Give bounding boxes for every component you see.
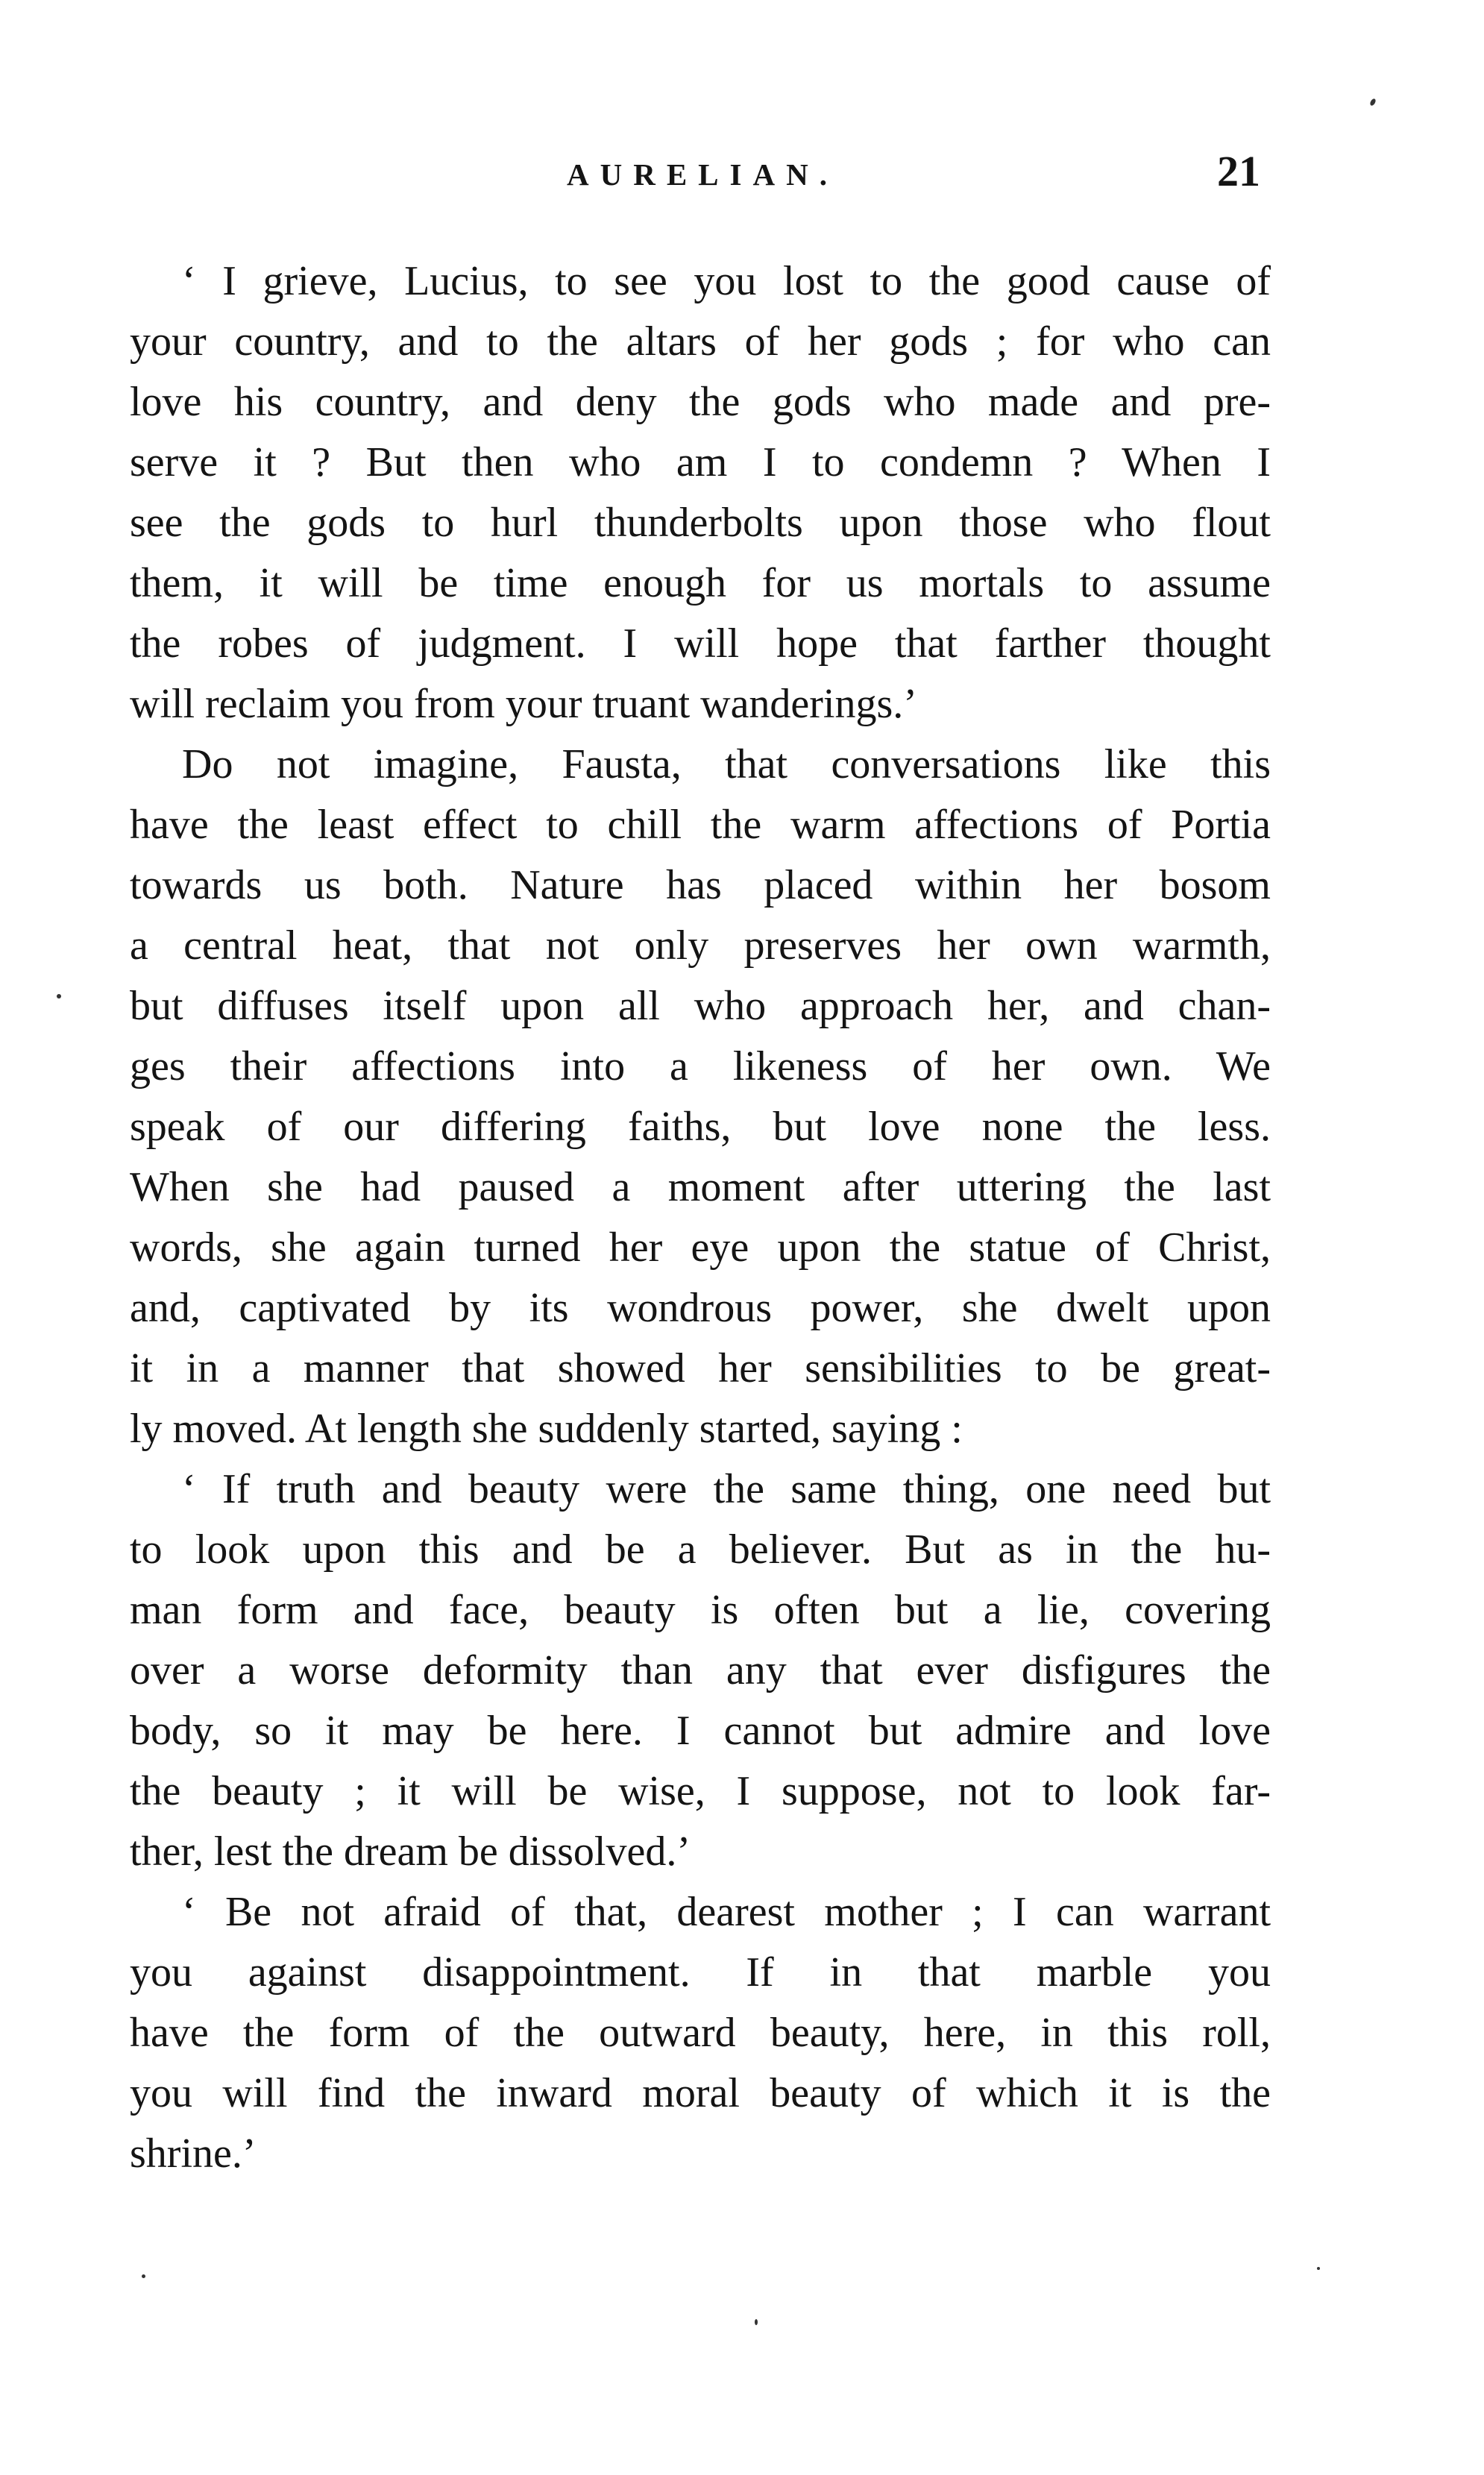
body-text (130, 251, 1271, 2184)
text-line: man form and face, beauty is often but a lie, covering (130, 1587, 1271, 1633)
text-line: speak of our differing faiths, but love none the less. (130, 1104, 1271, 1150)
text-line: you will find the inward moral beauty of which it is the (130, 2070, 1271, 2116)
scan-speck (1317, 2267, 1320, 2270)
text-line: it in a manner that showed her sensibilities to be great- (130, 1345, 1271, 1391)
text-line: see the gods to hurl thunderbolts upon those who flout (130, 500, 1271, 546)
text-line: ‘ Be not afraid of that, dearest mother ; I can warrant (182, 1889, 1271, 1935)
text-line: have the least effect to chill the warm affections of Portia (130, 802, 1271, 848)
page-number: 21 (1217, 147, 1260, 195)
text-line: love his country, and deny the gods who made and pre- (130, 379, 1271, 425)
text-line: ges their affections into a likeness of her own. We (130, 1043, 1271, 1089)
text-line: a central heat, that not only preserves her own warmth, (130, 922, 1271, 969)
running-title: AURELIAN. (567, 157, 838, 192)
text-line: ther, lest the dream be dissolved.’ (130, 1828, 691, 1875)
text-line: have the form of the outward beauty, here, in this roll, (130, 2010, 1271, 2056)
text-line: you against disappointment. If in that marble you (130, 1949, 1271, 1996)
text-line: serve it ? But then who am I to condemn ? When I (130, 439, 1271, 485)
text-line: to look upon this and be a believer. But as in the hu- (130, 1526, 1271, 1573)
text-line: your country, and to the altars of her gods ; for who can (130, 318, 1271, 365)
text-line: over a worse deformity than any that ever disfigures the (130, 1647, 1271, 1693)
text-line: ‘ If truth and beauty were the same thing, one need but (182, 1466, 1271, 1512)
scan-speck (1369, 98, 1377, 107)
text-line: and, captivated by its wondrous power, she dwelt upon (130, 1285, 1271, 1331)
scan-speck (57, 994, 61, 999)
text-line: shrine.’ (130, 2130, 257, 2177)
text-line: the beauty ; it will be wise, I suppose, not to look far- (130, 1768, 1271, 1814)
scan-speck (755, 2319, 758, 2325)
text-line: ‘ I grieve, Lucius, to see you lost to the good cause of (182, 258, 1271, 304)
text-line: words, she again turned her eye upon the statue of Christ, (130, 1224, 1271, 1271)
text-line: When she had paused a moment after uttering the last (130, 1164, 1271, 1210)
text-line: ly moved. At length she suddenly started, saying : (130, 1406, 963, 1452)
text-line: them, it will be time enough for us mortals to assume (130, 560, 1271, 606)
text-line: but diffuses itself upon all who approach her, and chan- (130, 983, 1271, 1029)
scan-speck (142, 2274, 145, 2278)
text-line: towards us both. Nature has placed within her bosom (130, 862, 1271, 908)
text-line: the robes of judgment. I will hope that farther thought (130, 620, 1271, 667)
text-line: will reclaim you from your truant wanderings.’ (130, 681, 917, 727)
text-line: Do not imagine, Fausta, that conversations like this (182, 741, 1271, 787)
text-line: body, so it may be here. I cannot but admire and love (130, 1708, 1271, 1754)
